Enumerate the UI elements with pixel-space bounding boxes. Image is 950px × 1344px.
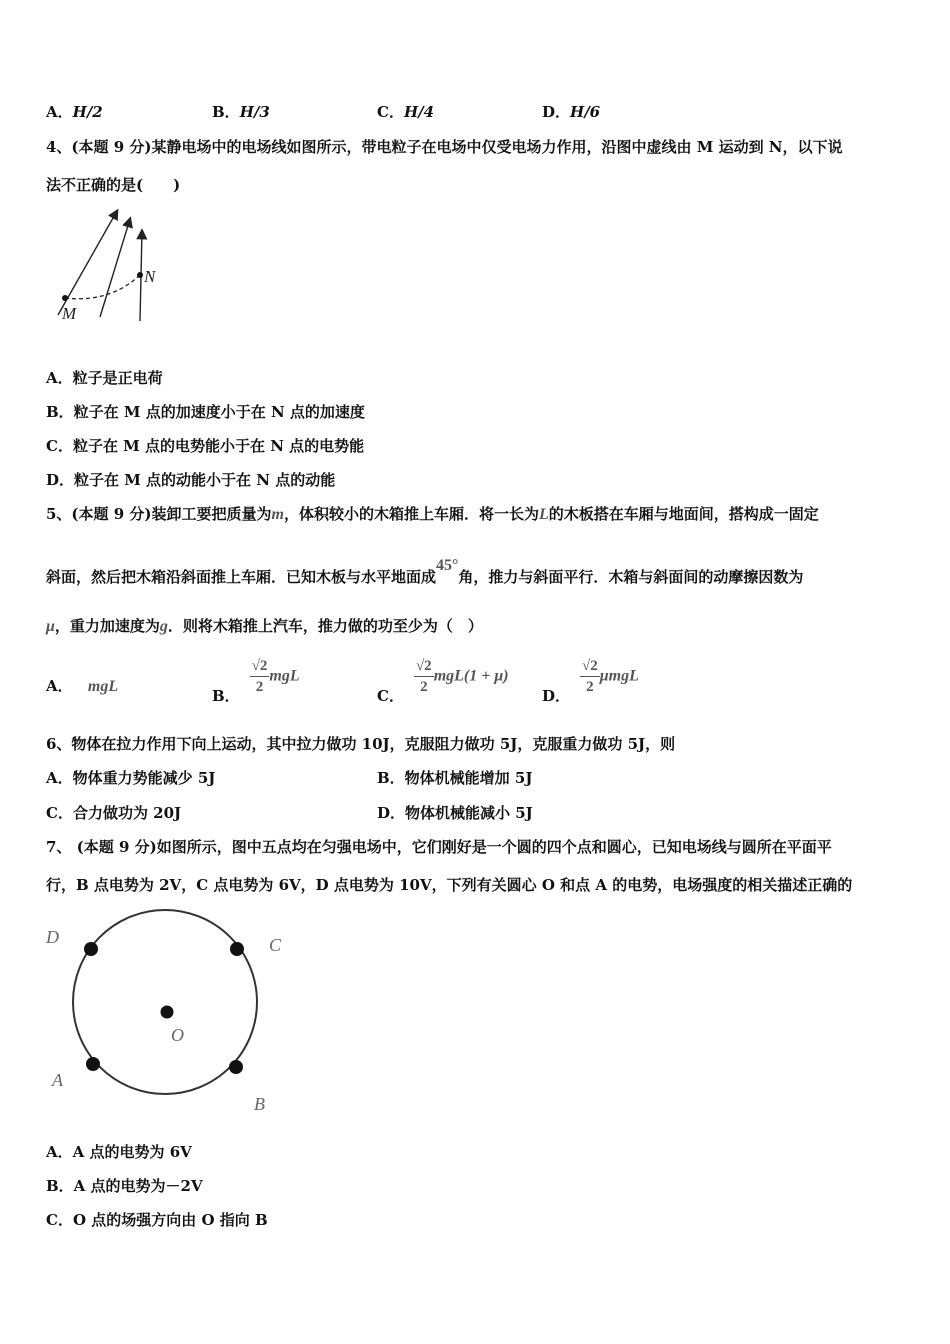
var-m: m <box>271 506 284 523</box>
label-b: B <box>254 1094 265 1114</box>
q4-option-b[interactable]: B．粒子在 M 点的加速度小于在 N 点的加速度 <box>46 403 365 421</box>
q5-stem-line1: 5、(本题 9 分)装卸工要把质量为m，体积较小的木箱推上车厢．将一长为L的木板搭在车厢与地面间，搭构成一固定 <box>46 505 819 523</box>
q5-option-c[interactable]: C． $\frac{√2}{2}$ mgL(1 + μ) <box>377 658 509 705</box>
label-d: D <box>46 927 59 947</box>
q4-stem-line1: 4、(本题 9 分)某静电场中的电场线如图所示，带电粒子在电场中仅受电场力作用，沿图中虚线由 M 运动到 N，以下说 <box>46 138 843 156</box>
q6-option-c[interactable]: C．合力做功为 20J <box>46 804 182 822</box>
q3-option-d[interactable]: D．H/6 <box>542 103 601 121</box>
var-mu: μ <box>46 618 55 635</box>
fraction-sqrt2-over-2: $\frac{√2}{2}$ <box>415 658 432 695</box>
q7-option-a[interactable]: A．A 点的电势为 6V <box>46 1143 192 1161</box>
q3-option-a[interactable]: A．H/2 <box>46 103 103 121</box>
q7-circle-figure <box>40 905 300 1120</box>
q7-stem-line2: 行，B 点电势为 2V，C 点电势为 6V，D 点电势为 10V，下列有关圆心 O 和点 A 的电势，电场强度的相关描述正确的 <box>46 876 853 894</box>
q7-stem-line1: 7、 (本题 9 分)如图所示，图中五点均在匀强电场中，它们刚好是一个圆的四个点和圆心，已知电场线与圆所在平面平 <box>46 838 832 856</box>
point-b <box>229 1060 243 1074</box>
trajectory-dashed <box>65 275 140 299</box>
q3-option-b[interactable]: B．H/3 <box>212 103 270 121</box>
q6-stem: 6、物体在拉力作用下向上运动，其中拉力做功 10J，克服阻力做功 5J，克服重力做功 5J，则 <box>46 735 676 753</box>
q5-option-b[interactable]: B． $\frac{√2}{2}$ mgL <box>212 658 300 705</box>
label-a: A <box>52 1070 63 1090</box>
point-a <box>86 1057 100 1071</box>
point-n <box>137 272 143 278</box>
label-c: C <box>269 935 282 955</box>
angle-45: 45° <box>436 557 459 574</box>
q4-option-a[interactable]: A．粒子是正电荷 <box>46 369 163 387</box>
label-o: O <box>171 1025 184 1045</box>
q4-field-line-figure <box>50 205 180 325</box>
q6-option-b[interactable]: B．物体机械能增加 5J <box>377 769 533 787</box>
var-g: g <box>159 618 168 635</box>
q6-option-a[interactable]: A．物体重力势能减少 5J <box>46 769 216 787</box>
q6-option-d[interactable]: D．物体机械能减小 5J <box>377 804 533 822</box>
q5-option-a[interactable]: A． mgL <box>46 677 119 695</box>
q4-option-d[interactable]: D．粒子在 M 点的动能小于在 N 点的动能 <box>46 471 336 489</box>
var-l: L <box>538 506 549 523</box>
point-d <box>84 942 98 956</box>
point-m <box>62 295 68 301</box>
point-c <box>230 942 244 956</box>
label-m: M <box>62 304 77 323</box>
q4-stem-line2: 法不正确的是( ) <box>46 176 181 194</box>
q7-option-b[interactable]: B．A 点的电势为－2V <box>46 1177 203 1195</box>
q3-option-c[interactable]: C．H/4 <box>377 103 435 121</box>
q5-stem-line2: 斜面，然后把木箱沿斜面推上车厢．已知木板与水平地面成45°角，推力与斜面平行．木箱与斜面间的动摩擦因数为 <box>46 557 804 586</box>
q5-stem-line3: μ，重力加速度为g．则将木箱推上汽车，推力做的功至少为（ ） <box>46 617 483 635</box>
q7-option-c[interactable]: C．O 点的场强方向由 O 指向 B <box>46 1211 268 1229</box>
q4-option-c[interactable]: C．粒子在 M 点的电势能小于在 N 点的电势能 <box>46 437 365 455</box>
fraction-sqrt2-over-2: $\frac{√2}{2}$ <box>582 658 598 695</box>
fraction-sqrt2-over-2: $\frac{√2}{2}$ <box>251 658 268 695</box>
label-n: N <box>144 267 156 286</box>
q5-option-d[interactable]: D． $\frac{√2}{2}$ μmgL <box>542 658 639 705</box>
point-o <box>161 1006 174 1019</box>
